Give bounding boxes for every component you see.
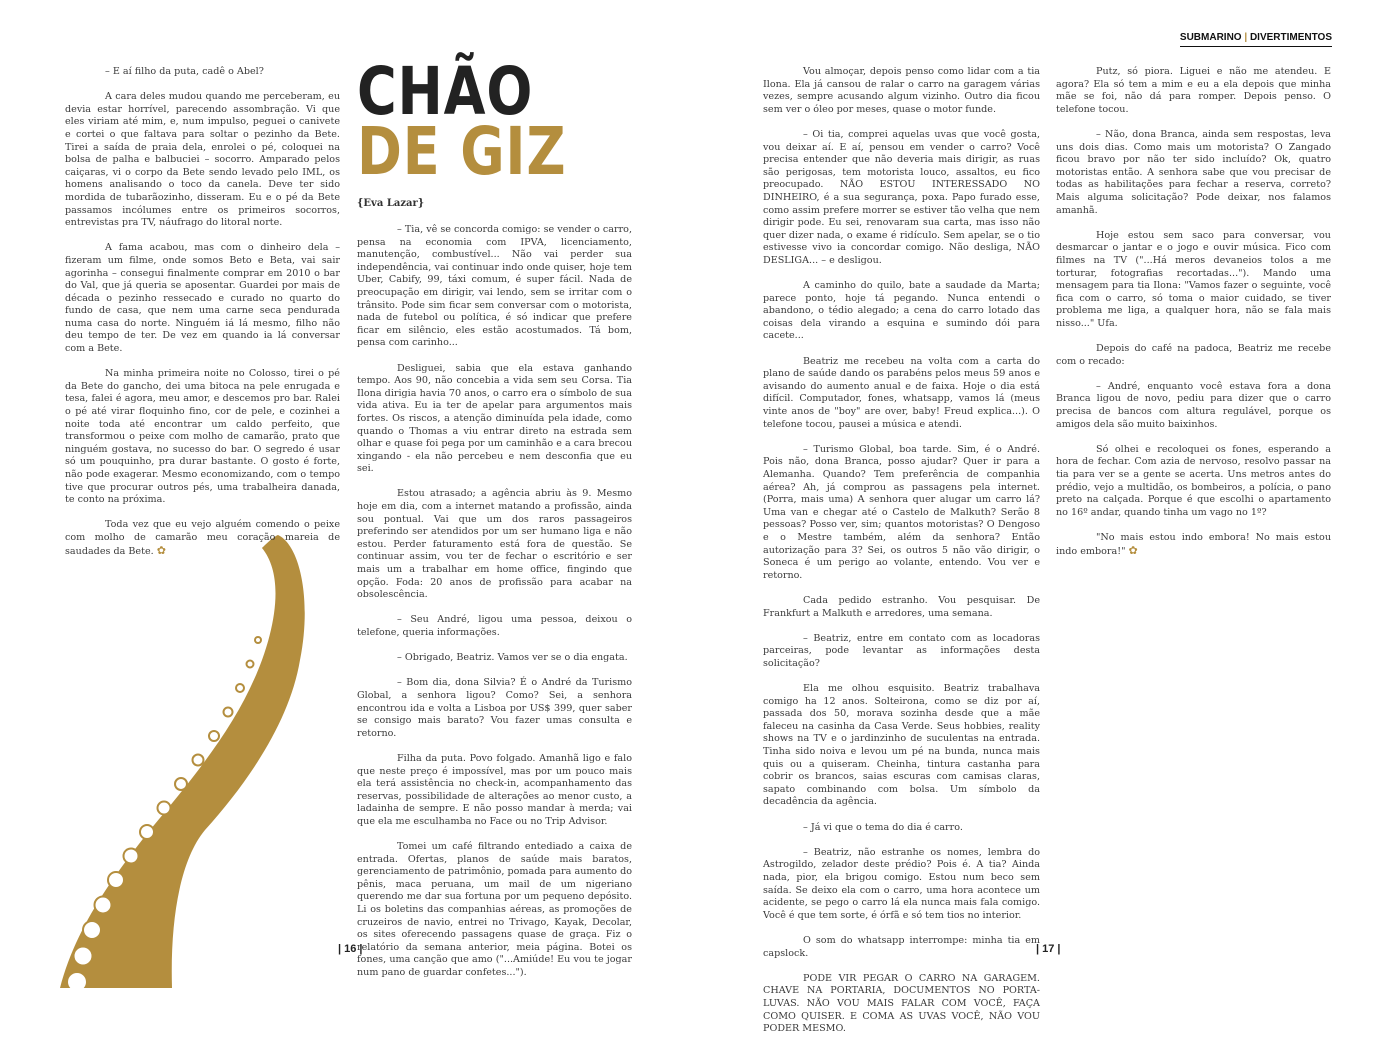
article-title [357, 53, 612, 190]
paragraph: A cara deles mudou quando me perceberam, eu devia estar horrível, parecendo assombração. Vi que eles viriam até mim, e, num impulso, peguei o canivete e cortei o que faltava para soltar o pezinho da Bete. Tirei a saída de praia dela, enrolei o pé, coloquei na bolsa de palha e balbuciei – socorro. Amparado pelos caiçaras, vi o corpo da Bete sendo levado pelo IML, os homens analisando o toco da canela. Deve ter sido mordida de tubarãozinho, disseram. Eu e o pé da Bete passamos incólumes entre os primeiros socorros, entrevistas pra TV, náufrago do litoral norte. [65, 91, 340, 229]
column-4 [1056, 66, 1331, 571]
page-number-left: | 16 | [338, 943, 363, 955]
paragraph: A caminho do quilo, bate a saudade da Marta; parece ponto, hoje tá pegando. Nunca entendi o abandono, o tédio alegado; a cena do carro lotado das coisas dela virando a esquina e sumindo dói para cacete... [763, 280, 1040, 342]
page-number-right: | 17 | [1036, 943, 1061, 955]
section-name: SUBMARINO [1179, 32, 1242, 43]
paragraph: Filha da puta. Povo folgado. Amanhã ligo e falo que neste preço é impossível, mas por um pouco mais ela terá assistência no check-in, acompanhamento das reservas, possibilidade de alterações ao menor custo, a ladainha de sempre. E não posso mandar à merda; vai que ela me esculhamba no Face ou no Trip Advisor. [357, 752, 632, 827]
end-ornament-icon: ✿ [1128, 543, 1138, 557]
paragraph: Tomei um café filtrando entediado a caixa de entrada. Ofertas, planos de saúde mais baratos, gerenciamento de patrimônio, pomada para aumento do pênis, maca peruana, um mail de um nigeriano querendo me dar sua fortuna por um pequeno depósito. Li os boletins das companhias aéreas, as promoções de cruzeiros de navio, entrei no Trivago, Kayak, Decolar, os sites oferecendo passagens quase de graça. Fiz o relatório da semana anterior, meia página. Botei os fones, uma canção que amo ("...Amiúde! Eu vou te jogar num pano de guardar confetes..."). [357, 841, 632, 979]
left-page [0, 0, 698, 988]
paragraph: – André, enquanto você estava fora a dona Branca ligou de novo, pediu para dizer que o carro precisa de bancos com altura regulável, porque os amigos dela são muito baixinhos. [1056, 380, 1331, 430]
column-2 [357, 224, 632, 992]
header-separator: | [1244, 32, 1248, 43]
paragraph: Beatriz me recebeu na volta com a carta do plano de saúde dando os parabéns pelos meus 59 anos e avisando do aumento anual e de faixa. Hoje o dia está difícil. Computador, fones, whatsapp, vamos lá (meus vinte anos de "boy" are over, baby! Freud explica...). O telefone tocou, pausei a música e atendi. [763, 355, 1040, 430]
paragraph: Cada pedido estranho. Vou pesquisar. De Frankfurt a Malkuth e arredores, uma semana. [763, 594, 1040, 619]
paragraph: – Obrigado, Beatriz. Vamos ver se o dia engata. [397, 652, 628, 664]
paragraph: O som do whatsapp interrompe: minha tia em capslock. [763, 934, 1040, 959]
paragraph: – Oi tia, comprei aquelas uvas que você gosta, vou deixar aí. E aí, pensou em vender o carro? Você precisa entender que não deveria mais dirigir, as ruas são perigosas, tem motorista louco, assaltos, eu fico preocupado. NÃO ESTOU INTERESSADO NO DINHEIRO, é a sua segurança, poxa. Papo furado esse, como assim prefere morrer se estiver tão velha que nem dirigir pode. Eu sei, renovaram sua carta, mas isso não quer dizer nada, o exame é ridículo. Sem apelar, se o tio estivesse vivo ia concordar comigo. Não desliga, NÃO DESLIGA... – e desligou. [763, 128, 1040, 266]
column-3 [763, 66, 1040, 1048]
paragraph-final [1056, 532, 1331, 558]
paragraph: – Beatriz, entre em contato com as locadoras parceiras, pode levantar as informações desta solicitação? [763, 632, 1040, 669]
paragraph-text: Toda vez que eu vejo alguém comendo o peixe com molho de camarão meu coração mareia de saudades da Bete. [65, 519, 340, 557]
paragraph-final [65, 519, 340, 558]
paragraph: – Turismo Global, boa tarde. Sim, é o André. Pois não, dona Branca, posso ajudar? Quer ir para a Alemanha. Quando? Tem preferência de companhia aérea? Ah, já comprou as passagens pela internet. (Porra, mais uma) A senhora quer alugar um carro lá? Uma van e chegar até o Castelo de Malkuth? Serão 8 pessoas? Posso ver, sim; quantos motoristas? O Dengoso e o Mestre também, além da senhora? Então autorização para 3? Sei, os outros 5 não vão dirigir, o Soneca é um perigo ao volante, entendo. Vou ver e retorno. [763, 443, 1040, 581]
paragraph: Hoje estou sem saco para conversar, vou desmarcar o jantar e o jogo e ouvir música. Fico com filmes na TV ("...Há meros devaneios tolos a me torturar, fotografias recortadas..."). Mando uma mensagem para tia Ilona: "Vamos fazer o seguinte, você fica com o carro, só toma o maior cuidado, se tiver problema me liga, a qualquer hora, não se fala mais nisso..." Ufa. [1056, 229, 1331, 329]
paragraph: – Beatriz, não estranhe os nomes, lembra do Astrogildo, zelador deste prédio? Pois é. A tia? Ainda nada, pior, ela brigou comigo. Estou num beco sem saída. Se deixo ela com o carro, uma hora acontece um acidente, se pego o carro lá ela nunca mais fala comigo. Você é que tem sorte, é órfã e só tem tios no interior. [763, 846, 1040, 921]
title-line-1: CHÃO [357, 53, 534, 130]
paragraph: Na minha primeira noite no Colosso, tirei o pé da Bete do gancho, dei uma bitoca na pele enrugada e tesa, falei é agora, meu amor, e descemos pro bar. Ralei o pé até virar floquinho fino, cor de pele, e cozinhei a noite toda até encontrar um caldo perfeito, que transformou o peixe com molho de camarão, prato que ninguém gostava, no sucesso do bar. O segredo é usar só um pouquinho, pra durar bastante. O gosto é forte, não pode exagerar. Mesmo economizando, com o tempo tive que procurar outros pés, uma trabalheira danada, te conto na próxima. [65, 368, 340, 506]
paragraph: A fama acabou, mas com o dinheiro dela – fizeram um filme, onde somos Beto e Beta, vai sair agorinha – consegui finalmente comprar em 2010 o bar do Val, que já queria se aposentar. Guardei por mais de década o pezinho ressecado e curado no quarto do fundo de casa, que nem uma carne seca pendurada numa casa do norte. Ninguém iá lá mesmo, filho não deu tempo de ter. De vez em quando ia lá conversar com a Bete. [65, 242, 340, 355]
paragraph-capslock: PODE VIR PEGAR O CARRO NA GARAGEM. CHAVE NA PORTARIA, DOCUMENTOS NO PORTA-LUVAS. NÃO VOU MAIS FALAR COM VOCÊ, FAÇA COMO QUISER. E COMA AS UVAS VOCÊ, NÃO VOU PODER MESMO. [763, 972, 1040, 1035]
paragraph: Só olhei e recoloquei os fones, esperando a hora de fechar. Com azia de nervoso, resolvo passar na tia para ver se a gente se acerta. Uns metros antes do prédio, vejo a multidão, os bombeiros, a polícia, o pano preto na calçada. Porque é que escolhi o apartamento no 16º andar, quando tinha um vago no 1º? [1056, 443, 1331, 518]
paragraph: Estou atrasado; a agência abriu às 9. Mesmo hoje em dia, com a internet matando a profissão, ainda sou pontual. Vai que um dos raros passageiros preferindo ser atendidos por um ser humano liga e não estou. Perder faturamento está fora de questão. Se continuar assim, vou ter de fechar o escritório e ser mais um a trabalhar em home office, fingindo que opção. Foda: 20 anos de profissão para acabar na obsolescência. [357, 488, 632, 601]
author-byline: {Eva Lazar} [357, 198, 425, 209]
paragraph: – Bom dia, dona Silvia? É o André da Turismo Global, a senhora ligou? Como? Sei, a senhora encontrou ida e volta a Lisboa por US$ 399, quer saber se consigo mais barato? Vou fazer umas consulta e retorno. [357, 677, 632, 739]
paragraph: Ela me olhou esquisito. Beatriz trabalhava comigo ha 12 anos. Solteirona, como se diz por aí, passada dos 50, morava sozinha desde que a mãe faleceu na casinha da Casa Verde. Seus hobbies, reality shows na TV e o jardinzinho de suculentas na entrada. Tinha sido noiva e levou um pé na bunda, nunca mais quis ou a quiseram. Cheinha, tintura castanha para cobrir os brancos, saias escuras com camisas claras, sapato combinando com bolsa. Um símbolo da decadência da agência. [763, 683, 1040, 808]
paragraph: – E aí filho da puta, cadê o Abel? [105, 66, 264, 77]
end-ornament-icon: ✿ [156, 543, 166, 557]
paragraph: – Tia, vê se concorda comigo: se vender o carro, pensa na economia com IPVA, licenciamento, manutenção, combustível... Não vai perder sua independência, vai continuar indo onde quiser, hoje tem Uber, Cabify, 99, táxi comum, é super fácil. Nada de preocupação em dirigir, vai lendo, sem se irritar com o trânsito. Pode sim ficar sem conversar com o motorista, nada de futebol ou política, é só indicar que prefere ficar em silêncio, eles estão acostumados. Tá bom, pensa com carinho... [357, 224, 632, 349]
paragraph: Depois do café na padoca, Beatriz me recebe com o recado: [1056, 343, 1331, 367]
paragraph-text: "No mais estou indo embora! No mais estou indo embora!" [1056, 531, 1331, 557]
paragraph: – Não, dona Branca, ainda sem respostas, leva uns dois dias. Como mais um motorista? O Zangado ficou bravo por não ter sido incluído? Ok, quatro motoristas então. A senhora sabe que vou precisar de todas as habilitações para fechar a reserva, correto? Mais alguma solicitação? Pode deixar, nos falamos amanhã. [1056, 128, 1331, 216]
paragraph: Putz, só piora. Liguei e não me atendeu. E agora? Ela só tem a mim e eu a ela depois que minha mãe se foi, não dá para romper. Depois penso. O telefone tocou. [1056, 66, 1331, 115]
column-1 [65, 66, 340, 571]
right-page [698, 0, 1397, 1035]
title-line-2: DE GIZ [357, 113, 567, 190]
category-name: DIVERTIMENTOS [1249, 32, 1332, 43]
paragraph: – Seu André, ligou uma pessoa, deixou o telefone, queria informações. [357, 614, 632, 638]
paragraph: – Já vi que o tema do dia é carro. [803, 821, 963, 833]
section-header [1180, 32, 1332, 47]
paragraph: Desliguei, sabia que ela estava ganhando tempo. Aos 90, não concebia a vida sem seu Corsa. Tia Ilona dirigia havia 70 anos, o carro era o símbolo de sua vida ativa. Eu ia ter de apelar para argumentos mais fortes. Os riscos, a atenção diminuída pela idade, como quando o Thomas a viu entrar direto na estrada sem olhar e quase foi pega por um caminhão e a cara brecou xingando - ela não percebeu e nem desconfia que eu sei. [357, 362, 632, 475]
paragraph: Vou almoçar, depois penso como lidar com a tia Ilona. Ela já cansou de ralar o carro na garagem várias vezes, sempre acusando algum vizinho. Outro dia ficou sem ver o óleo por meses, quase o motor funde. [763, 66, 1040, 115]
